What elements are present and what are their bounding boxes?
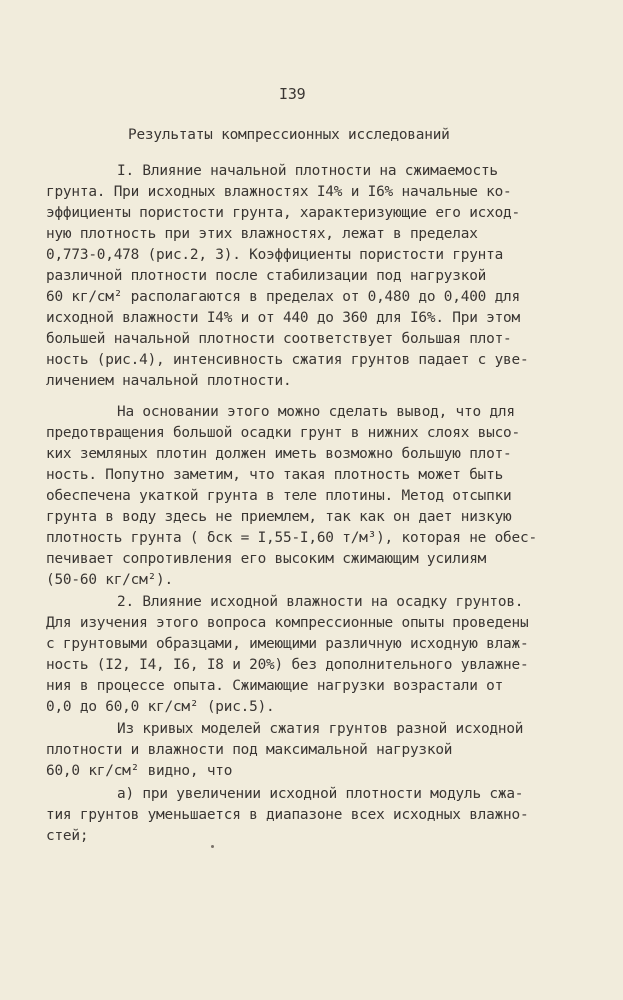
ink-speck: [211, 845, 214, 848]
text-line: Из кривых моделей сжатия грунтов разной исходной: [117, 721, 524, 737]
text-line: (50-60 кг/см²).: [46, 572, 173, 588]
text-line: ния в процессе опыта. Сжимающие нагрузки возрастали от: [46, 678, 504, 694]
text-line: эффициенты пористости грунта, характеризующие его исход-: [46, 205, 520, 221]
section-title: Результаты компрессионных исследований: [128, 127, 450, 143]
text-line: грунта. При исходных влажностях I4% и I6% начальные ко-: [46, 184, 512, 200]
text-line: ность (I2, I4, I6, I8 и 20%) без дополнительного увлажне-: [46, 657, 529, 673]
text-line: плотности и влажности под максимальной нагрузкой: [46, 742, 453, 758]
text-line: I. Влияние начальной плотности на сжимаемость: [117, 163, 498, 179]
text-line: ную плотность при этих влажностях, лежат в пределах: [46, 226, 478, 242]
text-line: тия грунтов уменьшается в диапазоне всех исходных влажно-: [46, 807, 529, 823]
text-line: а) при увеличении исходной плотности модуль сжа-: [117, 786, 524, 802]
text-line: ность (рис.4), интенсивность сжатия грунтов падает с уве-: [46, 352, 529, 368]
text-line: различной плотности после стабилизации под нагрузкой: [46, 268, 487, 284]
text-line: личением начальной плотности.: [46, 373, 292, 389]
text-line: грунта в воду здесь не приемлем, так как он дает низкую: [46, 509, 512, 525]
text-line: 60,0 кг/см² видно, что: [46, 763, 233, 779]
text-line: предотвращения большой осадки грунт в нижних слоях высо-: [46, 425, 520, 441]
text-line: На основании этого можно сделать вывод, что для: [117, 404, 515, 420]
page-number: I39: [279, 85, 306, 103]
text-line: 0,773-0,478 (рис.2, 3). Коэффициенты пористости грунта: [46, 247, 504, 263]
text-line: ких земляных плотин должен иметь возможно большую плот-: [46, 446, 512, 462]
text-line: плотность грунта ( δск = I,55-I,60 т/м³), которая не обес-: [46, 530, 537, 546]
text-line: большей начальной плотности соответствует большая плот-: [46, 331, 512, 347]
text-line: исходной влажности I4% и от 440 до 360 для I6%. При этом: [46, 310, 520, 326]
text-line: 60 кг/см² располагаются в пределах от 0,480 до 0,400 для: [46, 289, 520, 305]
text-line: Для изучения этого вопроса компрессионные опыты проведены: [46, 615, 529, 631]
text-line: печивает сопротивления его высоким сжимающим усилиям: [46, 551, 487, 567]
text-line: 0,0 до 60,0 кг/см² (рис.5).: [46, 699, 275, 715]
text-line: стей;: [46, 828, 89, 844]
text-line: ность. Попутно заметим, что такая плотность может быть: [46, 467, 504, 483]
text-line: с грунтовыми образцами, имеющими различную исходную влаж-: [46, 636, 529, 652]
text-line: обеспечена укаткой грунта в теле плотины. Метод отсыпки: [46, 488, 512, 504]
text-line: 2. Влияние исходной влажности на осадку грунтов.: [117, 594, 524, 610]
